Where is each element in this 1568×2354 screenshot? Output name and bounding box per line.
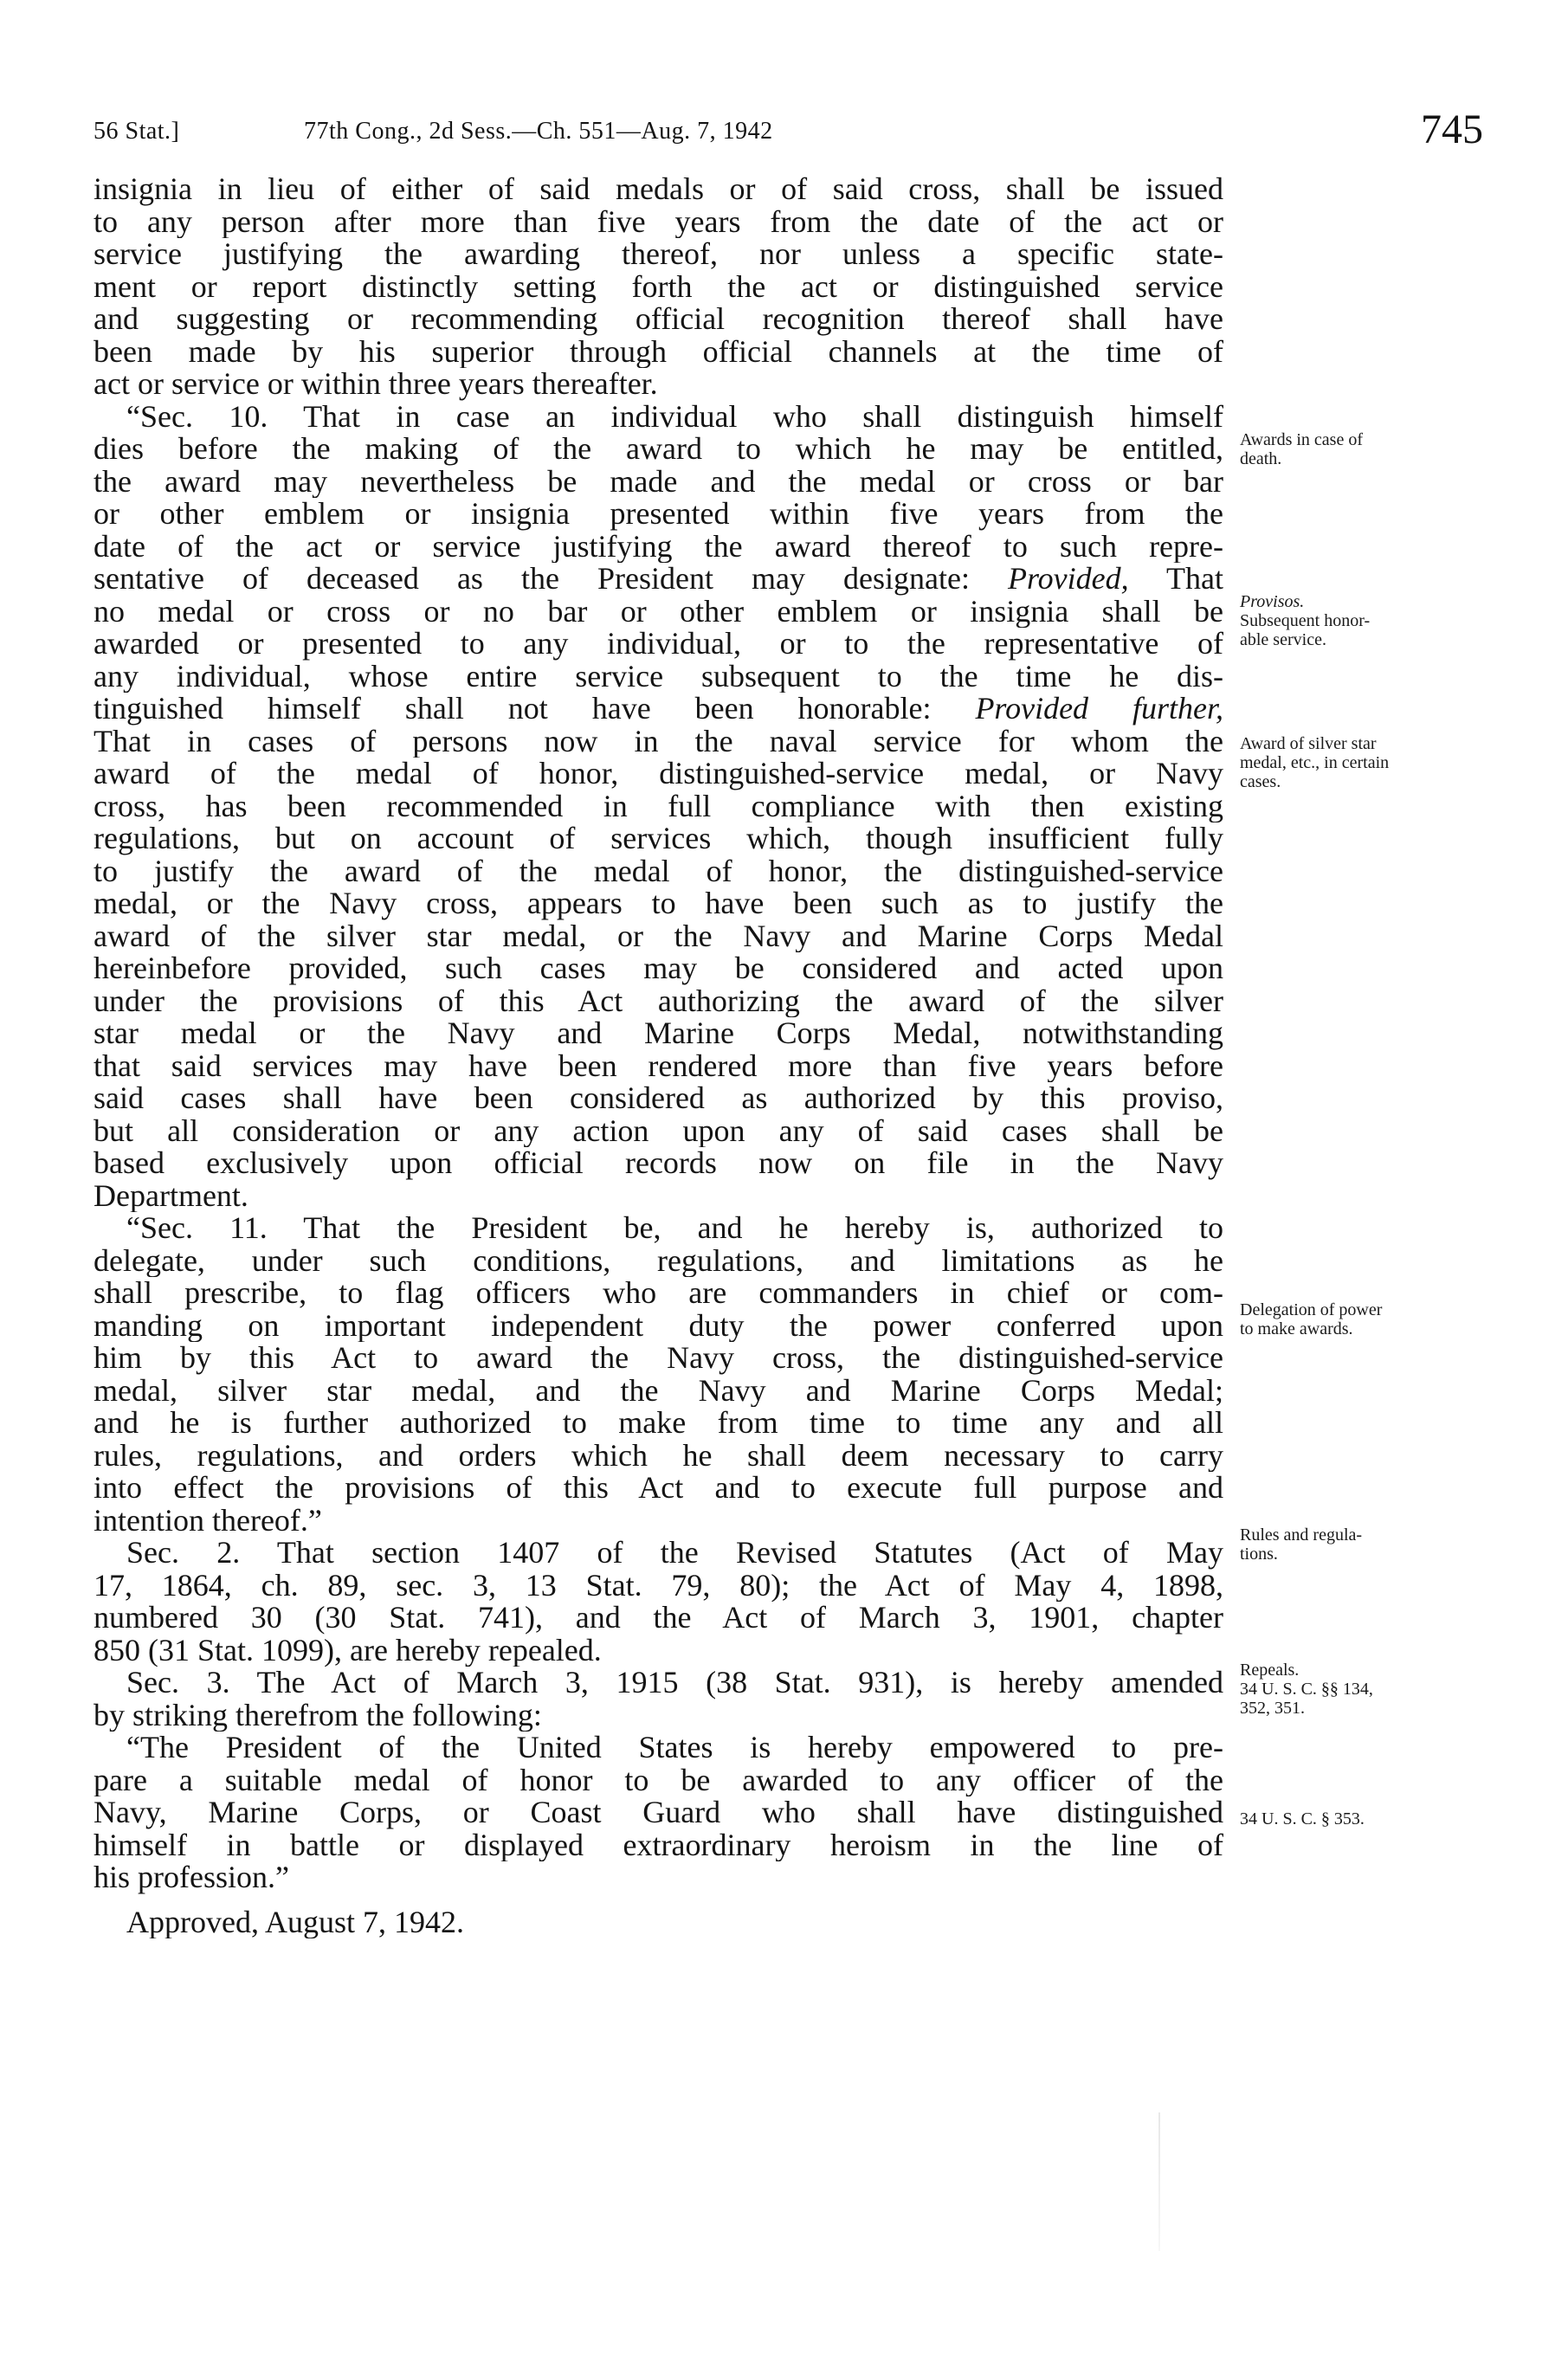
scan-artifact-line	[1158, 2112, 1160, 2251]
text-line: shall prescribe, to flag officers who are commanders in chief or com-	[94, 1277, 1223, 1310]
text-line: said cases shall have been considered as authorized by this proviso,	[94, 1082, 1223, 1115]
margin-note-line: Delegation of power	[1240, 1300, 1383, 1319]
text-line: his profession.”	[94, 1861, 289, 1894]
margin-note-provisos	[1240, 592, 1491, 649]
text-line: date of the act or service justifying the award thereof to such repre-	[94, 530, 1223, 563]
margin-note-line: Repeals.	[1240, 1661, 1300, 1680]
text-line: or other emblem or insignia presented within five years from the	[94, 498, 1223, 531]
margin-note-silver-star	[1240, 734, 1491, 791]
margin-note-line: 34 U. S. C. § 353.	[1240, 1809, 1365, 1828]
text-line: That in cases of persons now in the naval service for whom the	[94, 725, 1223, 758]
text-line: him by this Act to award the Navy cross, the distinguished-service	[94, 1342, 1223, 1375]
statute-volume: 56 Stat.]	[94, 118, 180, 145]
section-3-start: Sec. 3. The Act of March 3, 1915 (38 Stat. 931), is hereby amended	[126, 1667, 1223, 1699]
margin-note-line: able service.	[1240, 630, 1326, 649]
text-line: been made by his superior through official channels at the time of	[94, 335, 1223, 368]
text-line-proviso	[94, 563, 1223, 596]
section-2-start: Sec. 2. That section 1407 of the Revised Statutes (Act of May	[126, 1537, 1223, 1570]
text-line: to justify the award of the medal of honor, the distinguished-service	[94, 855, 1223, 887]
margin-note-line: cases.	[1240, 772, 1281, 791]
text-line: rules, regulations, and orders which he shall deem necessary to carry	[94, 1439, 1223, 1472]
margin-note-line: Awards in case of	[1240, 430, 1364, 449]
margin-note-delegation	[1240, 1300, 1491, 1338]
text-line: and he is further authorized to make from time to time any and all	[94, 1407, 1223, 1440]
text-line: Department.	[94, 1179, 248, 1212]
text-line: himself in battle or displayed extraordinary heroism in the line of	[94, 1828, 1223, 1861]
text-line: manding on important independent duty the power conferred upon	[94, 1309, 1223, 1342]
margin-note-line: medal, etc., in certain	[1240, 753, 1390, 772]
margin-note-line: Subsequent honor-	[1240, 611, 1371, 630]
section-11-start: “Sec. 11. That the President be, and he hereby is, authorized to	[126, 1212, 1223, 1245]
page-number: 745	[1421, 106, 1483, 152]
margin-note-rules	[1240, 1525, 1491, 1564]
text-line: but all consideration or any action upon any of said cases shall be	[94, 1114, 1223, 1147]
text-line: based exclusively upon official records now on file in the Navy	[94, 1147, 1223, 1180]
text-line: numbered 30 (30 Stat. 741), and the Act of March 3, 1901, chapter	[94, 1602, 1223, 1635]
text-line: intention thereof.”	[94, 1504, 322, 1537]
proviso-further-italic: Provided further,	[975, 693, 1223, 726]
text-line: ment or report distinctly setting forth the act or distinguished service	[94, 270, 1223, 303]
margin-note-line: 352, 351.	[1240, 1699, 1305, 1718]
text-line: award of the silver star medal, or the Navy and Marine Corps Medal	[94, 919, 1223, 952]
text-line: cross, has been recommended in full compliance with then existing	[94, 790, 1223, 822]
line-text: sentative of deceased as the President may designate:	[94, 563, 970, 596]
text-line: awarded or presented to any individual, or to the representative of	[94, 628, 1223, 661]
section-10-start: “Sec. 10. That in case an individual who shall distinguish himself	[126, 400, 1223, 433]
statute-body	[94, 173, 1223, 1938]
margin-note-repeals	[1240, 1661, 1491, 1718]
margin-note-line: death.	[1240, 449, 1282, 468]
text-line: no medal or cross or no bar or other emblem or insignia shall be	[94, 595, 1223, 628]
text-line: regulations, but on account of services which, though insufficient fully	[94, 822, 1223, 855]
margin-note-awards-death	[1240, 430, 1491, 468]
margin-note-line: 34 U. S. C. §§ 134,	[1240, 1680, 1373, 1699]
approval-line: Approved, August 7, 1942.	[126, 1906, 464, 1938]
text-line: and suggesting or recommending official recognition thereof shall have	[94, 303, 1223, 336]
text-line: by striking therefrom the following:	[94, 1699, 542, 1732]
text-line: dies before the making of the award to which he may be entitled,	[94, 433, 1223, 466]
text-line: under the provisions of this Act authorizing the award of the silver	[94, 984, 1223, 1017]
text-line: 17, 1864, ch. 89, sec. 3, 13 Stat. 79, 80); the Act of May 4, 1898,	[94, 1569, 1223, 1602]
text-line: medal, silver star medal, and the Navy and Marine Corps Medal;	[94, 1374, 1223, 1407]
text-line: insignia in lieu of either of said medals or of said cross, shall be issued	[94, 173, 1223, 206]
text-line: Navy, Marine Corps, or Coast Guard who shall have distinguished	[94, 1796, 1223, 1829]
margin-note-line: Award of silver star	[1240, 734, 1377, 753]
proviso-italic: Provided,	[1008, 563, 1129, 596]
text-line: that said services may have been rendered more than five years before	[94, 1049, 1223, 1082]
text-line: hereinbefore provided, such cases may be considered and acted upon	[94, 952, 1223, 985]
text-line: medal, or the Navy cross, appears to have been such as to justify the	[94, 887, 1223, 920]
text-line: delegate, under such conditions, regulations, and limitations as he	[94, 1244, 1223, 1277]
text-line: award of the medal of honor, distinguished-service medal, or Navy	[94, 758, 1223, 790]
line-text: tinguished himself shall not have been honorable:	[94, 693, 932, 726]
proviso-tail: That	[1128, 563, 1223, 596]
margin-note-line: Rules and regula-	[1240, 1525, 1363, 1545]
text-line: any individual, whose entire service subsequent to the time he dis-	[94, 660, 1223, 693]
margin-note-line: tions.	[1240, 1545, 1278, 1564]
margin-note-line: Provisos.	[1240, 592, 1305, 611]
text-line-proviso-further	[94, 693, 1223, 726]
margin-note-line: to make awards.	[1240, 1319, 1353, 1338]
text-line: pare a suitable medal of honor to be awarded to any officer of the	[94, 1764, 1223, 1796]
text-line: the award may nevertheless be made and the medal or cross or bar	[94, 465, 1223, 498]
congress-session-line: 77th Cong., 2d Sess.—Ch. 551—Aug. 7, 1942	[304, 118, 773, 145]
text-line: act or service or within three years thereafter.	[94, 368, 658, 401]
quoted-text-start: “The President of the United States is hereby empowered to pre-	[126, 1732, 1223, 1764]
text-line: into effect the provisions of this Act and to execute full purpose and	[94, 1472, 1223, 1505]
page-header	[94, 106, 1483, 158]
text-line: service justifying the awarding thereof, nor unless a specific state-	[94, 238, 1223, 271]
text-line: star medal or the Navy and Marine Corps Medal, notwithstanding	[94, 1017, 1223, 1050]
text-line: to any person after more than five years from the date of the act or	[94, 205, 1223, 238]
text-line: 850 (31 Stat. 1099), are hereby repealed.	[94, 1634, 602, 1667]
margin-note-usc-353	[1240, 1809, 1491, 1828]
